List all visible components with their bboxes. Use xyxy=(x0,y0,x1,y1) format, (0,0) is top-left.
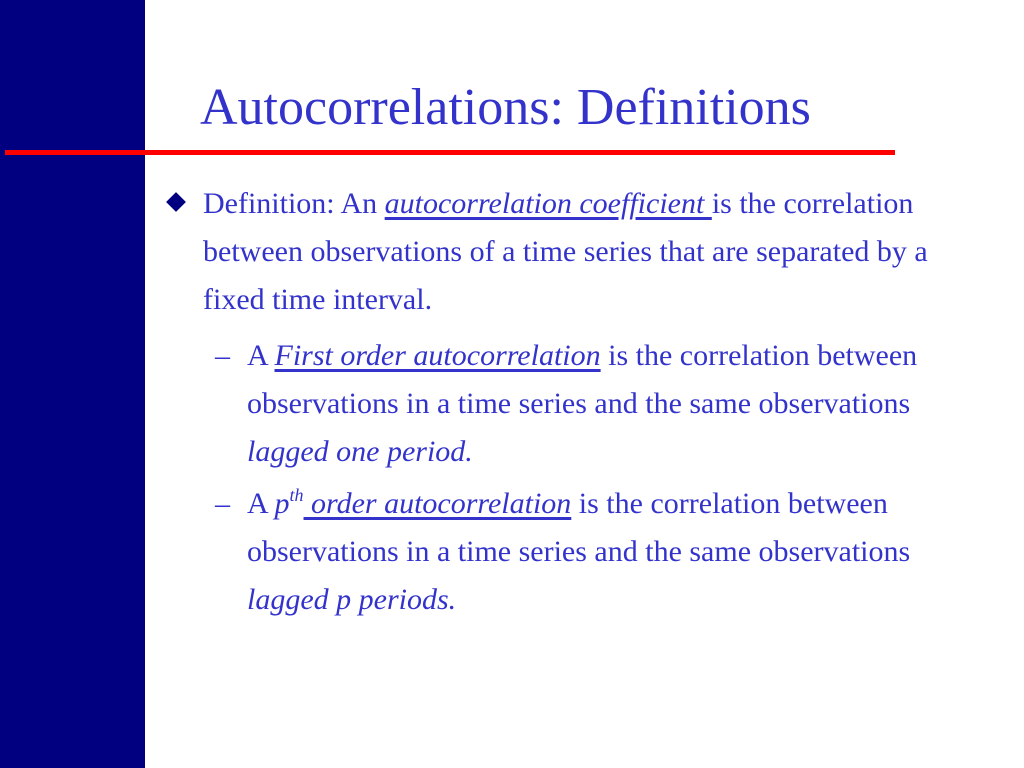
pth-order-term: order autocorrelation xyxy=(303,487,572,520)
definition-lead: Definition: An xyxy=(203,187,385,220)
sub-item-emphasis: lagged p periods. xyxy=(247,583,457,616)
left-sidebar-band xyxy=(0,0,145,768)
sub-item-emphasis: lagged one period. xyxy=(247,435,473,468)
sub-item-prefix: A xyxy=(247,339,275,372)
pth-p-letter: p xyxy=(274,487,290,520)
sub-item-prefix: A xyxy=(247,487,275,520)
sub-item-text: is the correlation between observations in a time series and the same observations xyxy=(247,339,918,420)
definition-bullet xyxy=(163,180,978,324)
diamond-bullet-icon xyxy=(166,192,186,212)
definition-text: is the correlation between observations of a time series that are separated by a fixed time interval. xyxy=(203,187,928,316)
sub-item-text: is the correlation between observations in a time series and the same observations xyxy=(247,487,911,568)
sub-item-first-order xyxy=(163,332,978,476)
sub-item-pth-order xyxy=(163,480,978,624)
first-order-term: First order autocorrelation xyxy=(274,339,601,372)
pth-superscript: th xyxy=(289,485,304,505)
definition-term: autocorrelation coefficient xyxy=(384,187,712,220)
slide-body xyxy=(163,180,978,624)
title-divider xyxy=(5,150,895,155)
dash-marker: – xyxy=(215,487,230,520)
dash-marker: – xyxy=(215,339,230,372)
slide-title: Autocorrelations: Definitions xyxy=(200,79,811,136)
